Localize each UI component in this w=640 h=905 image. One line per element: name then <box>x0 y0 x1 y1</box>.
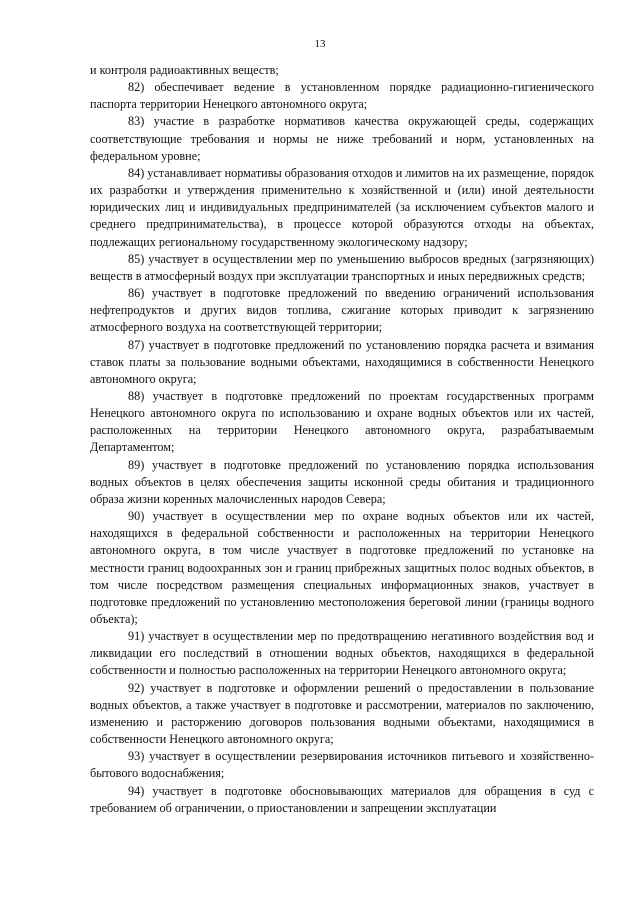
page-number: 13 <box>314 38 326 50</box>
paragraph-item-87: 87) участвует в подготовке предложений по установлению порядка расчета и взимания ставок платы за пользование водными объектами, находящимися в собственности Ненецкого автономного округа; <box>90 337 594 386</box>
paragraph-item-88: 88) участвует в подготовке предложений по проектам государственных программ Ненецкого автономного округа по использованию и охране водных объектов или их частей, расположенных на территории Ненецкого автономного округа, разрабатываемым Департаментом; <box>90 388 594 455</box>
document-body <box>90 62 594 817</box>
paragraph-item-83: 83) участие в разработке нормативов качества окружающей среды, содержащих соответствующие требования и нормы не ниже требований и норм, установленных на федеральном уровне; <box>90 114 594 163</box>
paragraph-item-91: 91) участвует в осуществлении мер по предотвращению негативного воздействия вод и ликвидации его последствий в отношении водных объектов, находящихся в федеральной собственности и полностью расположенных на территории Ненецкого автономного округа; <box>90 629 594 678</box>
paragraph-item-84: 84) устанавливает нормативы образования отходов и лимитов на их размещение, порядок их разработки и утверждения применительно к хозяйственной и (или) иной деятельности юридических лиц и индивидуальных предпринимателей (за исключением субъектов малого и среднего предпринимательства), в процессе которой образуются отходы на объектах, подлежащих региональному государственному экологическому надзору; <box>90 165 594 249</box>
paragraph-continuation: и контроля радиоактивных веществ; <box>90 63 279 77</box>
paragraph-item-89: 89) участвует в подготовке предложений по установлению порядка использования водных объектов в целях обеспечения защиты исконной среды обитания и традиционного образа жизни коренных малочисленных народов Севера; <box>90 457 594 506</box>
paragraph-item-93: 93) участвует в осуществлении резервирования источников питьевого и хозяйственно-бытового водоснабжения; <box>90 749 594 781</box>
paragraph-item-86: 86) участвует в подготовке предложений по введению ограничений использования нефтепродуктов и других видов топлива, сжигание которых приводит к загрязнению атмосферного воздуха на соответствующей территории; <box>90 286 594 335</box>
paragraph-item-82: 82) обеспечивает ведение в установленном порядке радиационно-гигиенического паспорта территории Ненецкого автономного округа; <box>90 80 594 112</box>
paragraph-item-90: 90) участвует в осуществлении мер по охране водных объектов или их частей, находящихся в федеральной собственности и расположенных на территории Ненецкого автономного округа, в том числе участвует в подготовке предложений по установке на местности границ водоохранных зон и границ прибрежных защитных полос водных объектов, в том числе посредством размещения специальных информационных знаков, участвует в подготовке предложений по установлению местоположения береговой линии (границы водного объекта); <box>90 509 594 626</box>
paragraph-item-92: 92) участвует в подготовке и оформлении решений о предоставлении в пользование водных объектов, а также участвует в подготовке и рассмотрении, материалов по заключению, изменению и расторжению договоров пользования водными объектами, находящимися в собственности Ненецкого автономного округа; <box>90 680 594 747</box>
paragraph-item-94: 94) участвует в подготовке обосновывающих материалов для обращения в суд с требованием об ограничении, о приостановлении и запрещении эксплуатации <box>90 783 594 815</box>
paragraph-item-85: 85) участвует в осуществлении мер по уменьшению выбросов вредных (загрязняющих) веществ в атмосферный воздух при эксплуатации транспортных и иных передвижных средств; <box>90 251 594 283</box>
